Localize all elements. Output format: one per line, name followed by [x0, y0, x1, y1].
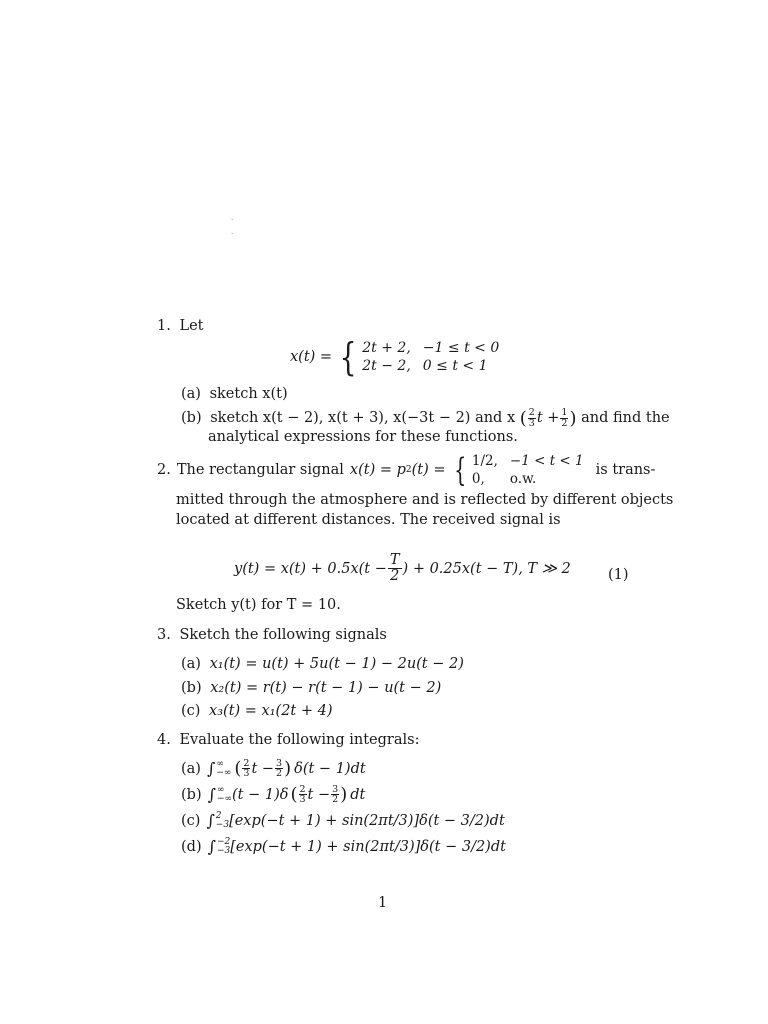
left-brace: {: [453, 451, 466, 489]
subitem-continuation: analytical expressions for these functions.: [208, 429, 518, 445]
equation-number: (1): [608, 567, 629, 583]
subitem: [181, 811, 505, 830]
fraction: $\frac{1}{2}$: [561, 407, 568, 429]
subitem: (b) ∫ ∞ −∞ (t − 1)δ ( $\frac{2}{3}$ t − $\frac{3}{2}$ ) dt: [181, 783, 366, 805]
problem-number: 1.: [157, 318, 171, 334]
integrand-part: (t − 1)δ: [232, 786, 289, 803]
case-condition: −1 ≤ t < 0: [422, 340, 500, 356]
case-condition: −1 < t < 1: [509, 453, 584, 469]
problem-number: 3.: [157, 627, 171, 643]
problem-3-header: [157, 627, 387, 643]
fraction: $\frac{T}{2}$: [389, 552, 400, 585]
integrand-part: dt: [350, 786, 366, 803]
subitem-text: sketch x(t): [209, 386, 288, 402]
fraction: $\frac{2}{3}$: [243, 757, 250, 779]
integral-limits: ∞ −∞: [216, 758, 232, 778]
integrand: [exp(−t + 1) + sin(2πt/3)]δ(t − 3/2)dt: [230, 838, 506, 855]
subitem-text: x₂(t) = r(t) − r(t − 1) − u(t − 2): [210, 680, 442, 696]
subitem-label: (b): [181, 680, 202, 696]
subitem-label: (b): [181, 786, 202, 803]
piecewise-equation: [290, 335, 500, 379]
integrand-part: δ(t − 1)dt: [294, 760, 366, 777]
integrand-part: t −: [307, 786, 331, 803]
subitem-text: sketch x(t − 2), x(t + 3), x(−3t − 2) and x: [210, 410, 516, 426]
subitem: [181, 703, 333, 719]
problem-4-header: [157, 732, 419, 748]
subitem-text: and find the: [581, 410, 670, 426]
case-expression: 2t − 2,: [362, 358, 411, 374]
subitem-label: (a): [181, 760, 201, 777]
case-condition: o.w.: [509, 471, 537, 487]
left-brace: {: [339, 335, 357, 379]
subitem-label: (b): [181, 410, 202, 426]
fraction-mid: t +: [536, 410, 560, 426]
subitem: [181, 386, 288, 402]
problem-intro: Evaluate the following integrals:: [179, 732, 420, 748]
equation-part: ) + 0.25x(t − T), T ≫ 2: [402, 560, 571, 577]
problem-intro: Let: [179, 318, 204, 334]
fraction: $\frac{2}{3}$: [299, 783, 306, 805]
problem-text: mitted through the atmosphere and is reflected by different objects: [176, 492, 674, 508]
problem-text: is trans-: [595, 462, 656, 478]
subitem-text: x₁(t) = u(t) + 5u(t − 1) − 2u(t − 2): [209, 656, 464, 672]
problem-text: located at different distances. The received signal is: [176, 512, 561, 528]
case-expression: 0,: [471, 471, 485, 487]
stray-mark: ·: [231, 230, 234, 238]
case-expression: 2t + 2,: [362, 340, 411, 356]
subitem: [181, 837, 506, 856]
integral-sign: ∫: [207, 785, 216, 804]
case-condition: 0 ≤ t < 1: [422, 358, 488, 374]
signal-def: (t) =: [411, 462, 446, 478]
fraction: $\frac{2}{3}$: [528, 407, 535, 429]
subitem: (a) ∫ ∞ −∞ ( $\frac{2}{3}$ t − $\frac{3}{2}$ ) δ(t − 1)dt: [181, 757, 366, 779]
fraction: $\frac{3}{2}$: [332, 783, 339, 805]
subitem: [181, 680, 441, 696]
problem-number: 2.: [157, 462, 171, 478]
subitem-label: (d): [181, 838, 202, 855]
subitem-label: (a): [181, 386, 201, 402]
integrand-part: t −: [251, 760, 275, 777]
problem-text: The rectangular signal: [176, 462, 344, 478]
problem-intro: Sketch the following signals: [179, 627, 387, 643]
subitem-text: x₃(t) = x₁(2t + 4): [209, 703, 333, 719]
subitem: [181, 656, 464, 672]
subscript: 2: [405, 465, 412, 475]
integral-limits: ∞ −∞: [216, 784, 232, 804]
equation-lhs: x(t) =: [290, 349, 333, 365]
fraction: $\frac{3}{2}$: [276, 757, 283, 779]
integrand: [exp(−t + 1) + sin(2πt/3)]δ(t − 3/2)dt: [229, 812, 505, 829]
integral-sign: ∫: [207, 837, 216, 856]
signal-def: x(t) = p: [349, 462, 406, 478]
stray-mark: ·: [231, 216, 234, 224]
subitem-label: (c): [181, 812, 201, 829]
problem-number: 4.: [157, 732, 171, 748]
integral-limits: 2 −3: [215, 810, 230, 830]
problem-2-line1: [157, 453, 655, 487]
equation-part: y(t) = x(t) + 0.5x(t −: [234, 560, 387, 577]
integral-sign: ∫: [206, 811, 215, 830]
problem-1-header: [157, 318, 204, 334]
integral-sign: ∫: [206, 759, 216, 778]
subitem-label: (a): [181, 656, 201, 672]
subitem-label: (c): [181, 703, 201, 719]
case-expression: 1/2,: [471, 453, 498, 469]
problem-text: Sketch y(t) for T = 10.: [176, 597, 341, 613]
page-number: 1: [378, 895, 388, 911]
subitem: (b) sketch x(t − 2), x(t + 3), x(−3t − 2) and x ( $\frac{2}{3}$ t + $\frac{1}{2}$ ) and find the: [181, 407, 670, 429]
equation-1: [234, 553, 571, 584]
integral-limits: −2 −3: [216, 836, 231, 856]
